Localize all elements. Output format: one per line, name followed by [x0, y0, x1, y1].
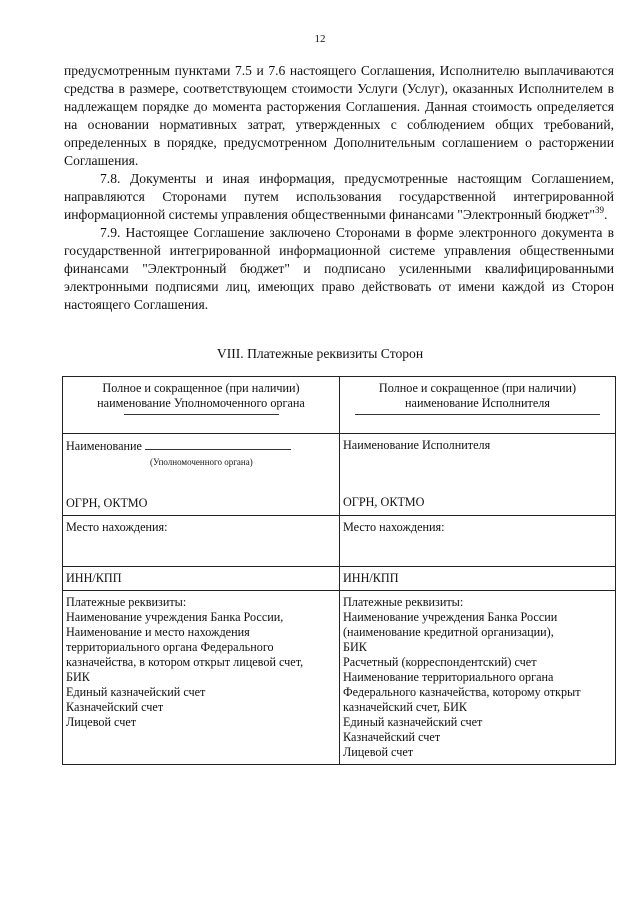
payment-line: БИК	[343, 640, 367, 654]
payment-line: Лицевой счет	[343, 745, 414, 759]
payment-line: Наименование учреждения Банка России,	[66, 610, 284, 624]
payment-line: Казначейский счет	[66, 700, 164, 714]
payment-line: казначейский счет, БИК	[343, 700, 468, 714]
footnote-marker[interactable]: 39	[594, 205, 604, 215]
paragraph-7-8	[64, 170, 614, 224]
payment-line: БИК	[66, 670, 90, 684]
authority-name-blank	[145, 438, 291, 450]
authority-name-cell	[63, 434, 340, 516]
authority-inn: ИНН/КПП	[63, 567, 340, 591]
document-body	[64, 62, 614, 314]
paragraph-7-8-text: 7.8. Документы и иная информация, предусмотренные настоящим Соглашением, направляются Сторонами путем использования государственной интегрированной информационной системы управления общественными финансами "Электронный бюджет"	[64, 171, 614, 222]
header-executor-text: Полное и сокращенное (при наличии) наименование Исполнителя	[378, 381, 577, 410]
payment-line: Платежные реквизиты:	[66, 595, 187, 609]
executor-ogrn: ОГРН, ОКТМО	[343, 495, 425, 509]
location-row	[63, 516, 616, 567]
authority-name-label: Наименование	[66, 439, 142, 453]
inn-row	[63, 567, 616, 591]
payment-line: Казначейский счет	[343, 730, 441, 744]
payment-line: Наименование территориального органа	[343, 670, 554, 684]
payment-line: Расчетный (корреспондентский) счет	[343, 655, 537, 669]
executor-inn: ИНН/КПП	[340, 567, 616, 591]
payment-line: (наименование кредитной организации),	[343, 625, 554, 639]
authority-ogrn: ОГРН, ОКТМО	[66, 496, 148, 510]
payment-row	[63, 591, 616, 765]
paragraph-7-8-end: .	[603, 207, 608, 222]
paragraph-continuation: предусмотренным пунктами 7.5 и 7.6 настоящего Соглашения, Исполнителю выплачиваются средства в размере, соответствующем стоимости Услуги (Услуг), оказанных Исполнителем в надлежащем порядке до момента расторжения Соглашения. Данная стоимость определяется на основании нормативных затрат, утвержденных с соблюдением общих требований, определенных в порядке, предусмотренном Дополнительным соглашением о расторжении Соглашения.	[64, 63, 614, 168]
payment-line: территориального органа Федерального	[66, 640, 274, 654]
executor-name-cell	[340, 434, 616, 516]
payment-line: Единый казначейский счет	[66, 685, 206, 699]
executor-name-label: Наименование Исполнителя	[343, 438, 491, 452]
header-authority-line	[124, 414, 279, 415]
header-authority-cell	[63, 377, 340, 434]
payment-line: казначейства, в котором открыт лицевой счет,	[66, 655, 304, 669]
payment-line: Единый казначейский счет	[343, 715, 483, 729]
authority-name-sub: (Уполномоченного органа)	[150, 457, 253, 467]
authority-location: Место нахождения:	[63, 516, 340, 567]
header-executor-cell	[340, 377, 616, 434]
payment-line: Наименование учреждения Банка России	[343, 610, 558, 624]
section-title: VIII. Платежные реквизиты Сторон	[216, 346, 424, 361]
name-row	[63, 434, 616, 516]
header-authority-text: Полное и сокращенное (при наличии) наименование Уполномоченного органа	[97, 381, 305, 410]
payment-line: Платежные реквизиты:	[343, 595, 464, 609]
authority-payment-cell	[63, 591, 340, 765]
payment-line: Федерального казначейства, которому открыт	[343, 685, 581, 699]
payment-line: Лицевой счет	[66, 715, 137, 729]
table-header-row	[63, 377, 616, 434]
payment-line: Наименование и место нахождения	[66, 625, 250, 639]
page-number: 12	[314, 33, 326, 45]
executor-payment-cell	[340, 591, 616, 765]
payment-requisites-table	[62, 376, 616, 765]
executor-location: Место нахождения:	[340, 516, 616, 567]
header-executor-line	[355, 414, 600, 415]
paragraph-7-9: 7.9. Настоящее Соглашение заключено Сторонами в форме электронного документа в государственной интегрированной информационной системе управления общественными финансами "Электронный бюджет" и подписано усиленными квалифицированными электронными подписями лиц, имеющих право действовать от имени каждой из Сторон настоящего Соглашения.	[64, 225, 614, 312]
